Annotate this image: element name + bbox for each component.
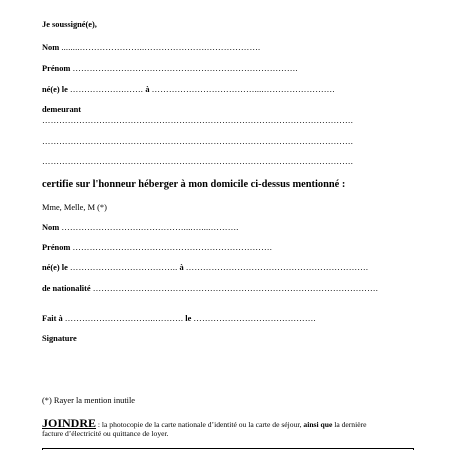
prenom2-field[interactable]: ……………………………………………………………. xyxy=(72,243,272,252)
prenom-row xyxy=(42,65,298,73)
prenom-field[interactable]: ……………………………………………………………………. xyxy=(72,64,298,73)
intro-text: Je soussigné(e), xyxy=(42,20,97,29)
nationalite-row xyxy=(42,285,378,293)
signature-label: Signature xyxy=(42,334,77,343)
birth2-row xyxy=(42,264,368,272)
birth-date-field[interactable]: ……………….……. xyxy=(69,85,146,94)
birth-place-field[interactable]: ………………………………....……………………. xyxy=(151,85,335,94)
nom2-row xyxy=(42,224,239,232)
fait-row xyxy=(42,315,316,323)
joindre-title: JOINDRE xyxy=(42,416,97,430)
nom-field[interactable]: ........…………………..………………….………………. xyxy=(61,43,261,52)
prenom-label: Prénom xyxy=(42,64,71,73)
joindre-text-3: facture d’électricité ou quittance de loyer. xyxy=(42,429,169,438)
nationalite-field[interactable]: ………………………………………………………………………………………. xyxy=(92,284,378,293)
birth2-date-field[interactable]: ……………………………….. xyxy=(69,263,178,272)
nom2-label: Nom xyxy=(42,223,60,232)
joindre-text-1: : la photocopie de la carte nationale d’identité ou la carte de séjour, xyxy=(96,420,304,429)
prenom2-row xyxy=(42,244,272,252)
fait-date-field[interactable]: ……………………………………. xyxy=(193,314,316,323)
demeurant-label: demeurant xyxy=(42,105,82,114)
address-field-2[interactable]: ………………………………………………………………………………………………. xyxy=(42,137,353,146)
nom2-field[interactable]: ……………………….……………....…....………. xyxy=(61,223,239,232)
le-label: le xyxy=(185,314,192,323)
fait-place-field[interactable]: …………………………..………. xyxy=(64,314,184,323)
joindre-row xyxy=(42,417,366,429)
joindre-text-2: la dernière xyxy=(332,420,367,429)
birth-label: né(e) le xyxy=(42,85,68,94)
birth2-place-field[interactable]: ………………………………………………………. xyxy=(185,263,369,272)
prenom2-label: Prénom xyxy=(42,243,71,252)
certifie-heading: certifie sur l'honneur héberger à mon domicile ci-dessus mentionné : xyxy=(42,179,346,190)
address-field-1[interactable]: ………………………………………………………………………………………………. xyxy=(42,116,353,125)
fait-label: Fait à xyxy=(42,314,63,323)
joindre-ainsi: ainsi que xyxy=(303,420,333,429)
birth2-label: né(e) le xyxy=(42,263,68,272)
birth-row xyxy=(42,86,335,94)
birth-place-label: à xyxy=(145,85,150,94)
nom-row xyxy=(42,44,260,52)
civilite-text: Mme, Melle, M (*) xyxy=(42,203,107,212)
address-field-3[interactable]: ………………………………………………………………………………………………. xyxy=(42,157,353,166)
nationalite-label: de nationalité xyxy=(42,284,91,293)
nom-label: Nom xyxy=(42,43,60,52)
birth2-place-label: à xyxy=(179,263,184,272)
rayer-note: (*) Rayer la mention inutile xyxy=(42,396,136,405)
